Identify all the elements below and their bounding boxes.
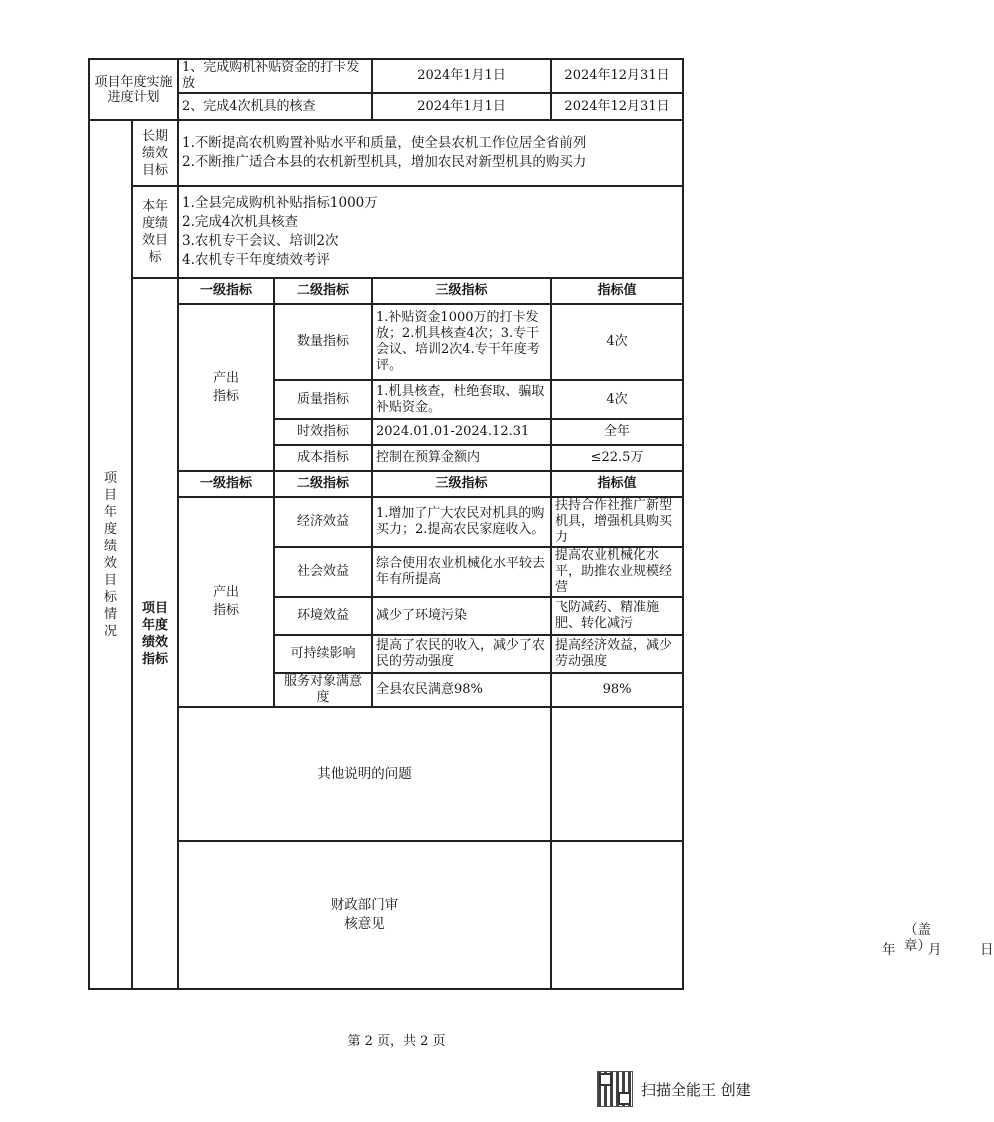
- performance-table: [88, 58, 994, 990]
- long-term-goal-line: 1.不断提高农机购置补贴水平和质量，使全县农机工作位居全省前列: [182, 135, 587, 151]
- indicator-level3: 控制在预算金额内: [372, 445, 551, 471]
- effect-label: 产出指标: [213, 585, 240, 618]
- date-day: 日: [980, 942, 994, 958]
- header-level1: 一级指标: [178, 278, 274, 304]
- indicator-value: 4次: [551, 380, 683, 419]
- date-year: 年: [882, 942, 896, 958]
- plan-end: 2024年12月31日: [551, 59, 683, 93]
- indicator-level3: 综合使用农业机械化水平较去年有所提高: [372, 547, 551, 597]
- output-label-cell: [178, 304, 274, 471]
- other-issues-content: [551, 707, 683, 841]
- seal-text: （盖章）: [904, 922, 932, 954]
- indicator-header-row: [89, 278, 683, 304]
- indicator-level2: 社会效益: [274, 547, 372, 597]
- indicator-level3: 全县农民满意98%: [372, 673, 551, 707]
- annual-label-cell: [132, 186, 178, 278]
- annual-goal-line: 4.农机专干年度绩效考评: [182, 252, 330, 268]
- header-level3: 三级指标: [372, 471, 551, 497]
- other-issues-row: [89, 707, 683, 841]
- plan-task: 2、完成4次机具的核查: [178, 93, 372, 120]
- goals-section-label: 项目年度绩效目标情况: [103, 470, 117, 639]
- effect-label-cell: [178, 497, 274, 707]
- goals-section-label-cell: [89, 120, 132, 989]
- indicator-level2: 环境效益: [274, 597, 372, 635]
- indicator-row: [89, 497, 683, 547]
- date-month: 月: [928, 942, 942, 958]
- indicator-level3: 提高了农民的收入，减少了农民的劳动强度: [372, 635, 551, 673]
- plan-row: [89, 93, 683, 120]
- watermark-text: 扫描全能王 创建: [641, 1080, 751, 1099]
- indicator-level3: 减少了环境污染: [372, 597, 551, 635]
- header-level2: 二级指标: [274, 278, 372, 304]
- annual-label: 本年度绩效目标: [141, 199, 168, 265]
- long-term-label-cell: [132, 120, 178, 186]
- annual-goal-line: 3.农机专干会议、培训2次: [182, 233, 339, 249]
- annual-goal-line: 1.全县完成购机补贴指标1000万: [182, 195, 378, 211]
- header-level2: 二级指标: [274, 471, 372, 497]
- indicators-label-cell: [132, 278, 178, 989]
- qr-code-icon: [597, 1071, 633, 1107]
- annual-goals: [178, 186, 683, 278]
- indicator-level2: 成本指标: [274, 445, 372, 471]
- plan-start: 2024年1月1日: [372, 93, 551, 120]
- indicator-level2: 数量指标: [274, 304, 372, 380]
- indicator-value: ≤22.5万: [551, 445, 683, 471]
- indicator-value: 全年: [551, 419, 683, 445]
- annual-goal-line: 2.完成4次机具核查: [182, 214, 298, 230]
- plan-end: 2024年12月31日: [551, 93, 683, 120]
- indicator-row: [89, 304, 683, 380]
- indicator-level3: 1.增加了广大农民对机具的购买力；2.提高农民家庭收入。: [372, 497, 551, 547]
- output-label: 产出指标: [213, 370, 240, 404]
- indicator-level3: 1.补贴资金1000万的打卡发放；2.机具核查4次；3.专干会议、培训2次4.专干年度考评。: [372, 304, 551, 380]
- indicator-value: 扶持合作社推广新型机具，增强机具购买力: [551, 497, 683, 547]
- long-term-goals: [178, 120, 683, 186]
- header-level1: 一级指标: [178, 471, 274, 497]
- indicator-header-row: [89, 471, 683, 497]
- indicator-level2: 服务对象满意度: [274, 673, 372, 707]
- finance-row: [89, 841, 683, 989]
- indicator-level2: 可持续影响: [274, 635, 372, 673]
- finance-label-cell: [178, 841, 551, 989]
- finance-opinion-box: [552, 842, 994, 988]
- indicator-level3: 1.机具核查，杜绝套取、骗取补贴资金。: [372, 380, 551, 419]
- long-term-label: 长期绩效目标: [141, 128, 168, 178]
- indicator-level2: 时效指标: [274, 419, 372, 445]
- header-level3: 三级指标: [372, 278, 551, 304]
- annual-goal-row: [89, 186, 683, 278]
- plan-label: 项目年度实施进度计划: [89, 59, 178, 120]
- other-issues-label: 其他说明的问题: [178, 707, 551, 841]
- indicator-level2: 质量指标: [274, 380, 372, 419]
- header-value: 指标值: [551, 471, 683, 497]
- indicator-value: 4次: [551, 304, 683, 380]
- indicator-level2: 经济效益: [274, 497, 372, 547]
- plan-task: 1、完成购机补贴资金的打卡发放: [178, 59, 372, 93]
- long-term-goal-row: [89, 120, 683, 186]
- indicator-value: 提高经济效益，减少劳动强度: [551, 635, 683, 673]
- indicator-value: 提高农业机械化水平，助推农业规模经营: [551, 547, 683, 597]
- plan-start: 2024年1月1日: [372, 59, 551, 93]
- finance-label: 财政部门审核意见: [330, 897, 399, 932]
- long-term-goal-line: 2.不断推广适合本县的农机新型机具，增加农民对新型机具的购买力: [182, 154, 587, 170]
- indicators-label: 项目年度绩效指标: [141, 600, 168, 667]
- indicator-value: 飞防减药、精准施肥、转化减污: [551, 597, 683, 635]
- page-footer: 第 2 页，共 2 页: [347, 1034, 446, 1049]
- indicator-level3: 2024.01.01-2024.12.31: [372, 419, 551, 445]
- plan-row: [89, 59, 683, 93]
- scanner-watermark: [597, 1070, 777, 1108]
- indicator-value: 98%: [551, 673, 683, 707]
- finance-opinion: [551, 841, 994, 989]
- header-value: 指标值: [551, 278, 683, 304]
